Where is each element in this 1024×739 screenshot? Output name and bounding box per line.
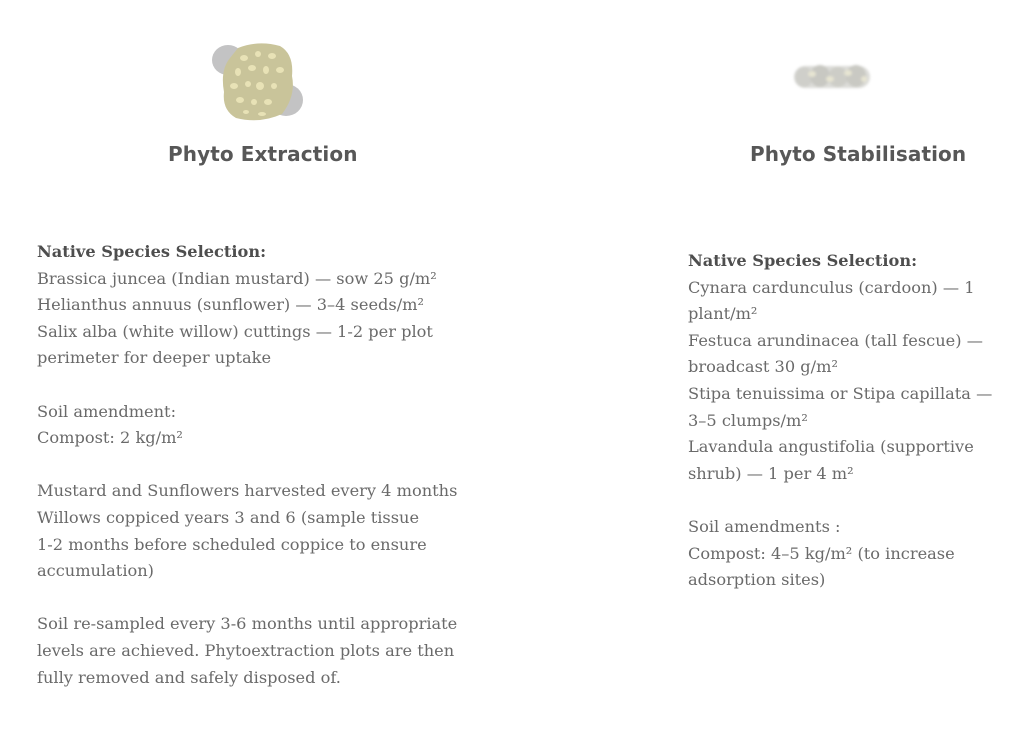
species-line: Helianthus annuus (sunflower) — 3–4 seeds/m² bbox=[37, 295, 424, 315]
species-line: shrub) — 1 per 4 m² bbox=[688, 463, 854, 483]
species-heading: Native Species Selection: bbox=[688, 251, 918, 270]
soil-line: adsorption sites) bbox=[688, 570, 826, 590]
soil-line: Compost: 4–5 kg/m² (to increase bbox=[688, 543, 955, 563]
species-line: Cynara cardunculus (cardoon) — 1 bbox=[688, 277, 975, 297]
harvest-line: 1-2 months before scheduled coppice to ensure bbox=[37, 534, 427, 554]
resample-line: Soil re-sampled every 3-6 months until appropriate bbox=[37, 614, 458, 634]
phyto-stabilisation-title: Phyto Stabilisation bbox=[750, 142, 967, 166]
species-heading: Native Species Selection: bbox=[37, 242, 267, 261]
species-line: Stipa tenuissima or Stipa capillata — bbox=[688, 383, 993, 403]
species-line: perimeter for deeper uptake bbox=[37, 348, 272, 368]
soil-heading: Soil amendments : bbox=[688, 516, 841, 536]
phyto-stabilisation-body bbox=[688, 248, 998, 594]
species-line: Salix alba (white willow) cuttings — 1-2 per plot bbox=[37, 321, 433, 341]
soil-heading: Soil amendment: bbox=[37, 401, 177, 421]
rock-cluster-icon bbox=[210, 40, 306, 124]
phyto-extraction-title: Phyto Extraction bbox=[168, 142, 358, 166]
phyto-extraction-body bbox=[37, 239, 477, 691]
species-line: Brassica juncea (Indian mustard) — sow 25 g/m² bbox=[37, 268, 437, 288]
resample-line: levels are achieved. Phytoextraction plots are then bbox=[37, 640, 455, 660]
species-line: 3–5 clumps/m² bbox=[688, 410, 808, 430]
species-line: Lavandula angustifolia (supportive bbox=[688, 437, 974, 457]
ground-cover-icon bbox=[790, 60, 874, 94]
species-line: plant/m² bbox=[688, 304, 758, 324]
resample-line: fully removed and safely disposed of. bbox=[37, 667, 341, 687]
soil-line: Compost: 2 kg/m² bbox=[37, 428, 183, 448]
species-line: broadcast 30 g/m² bbox=[688, 357, 838, 377]
harvest-line: Willows coppiced years 3 and 6 (sample tissue bbox=[37, 507, 420, 527]
species-line: Festuca arundinacea (tall fescue) — bbox=[688, 330, 983, 350]
harvest-line: Mustard and Sunflowers harvested every 4 months bbox=[37, 481, 458, 501]
harvest-line: accumulation) bbox=[37, 561, 154, 581]
